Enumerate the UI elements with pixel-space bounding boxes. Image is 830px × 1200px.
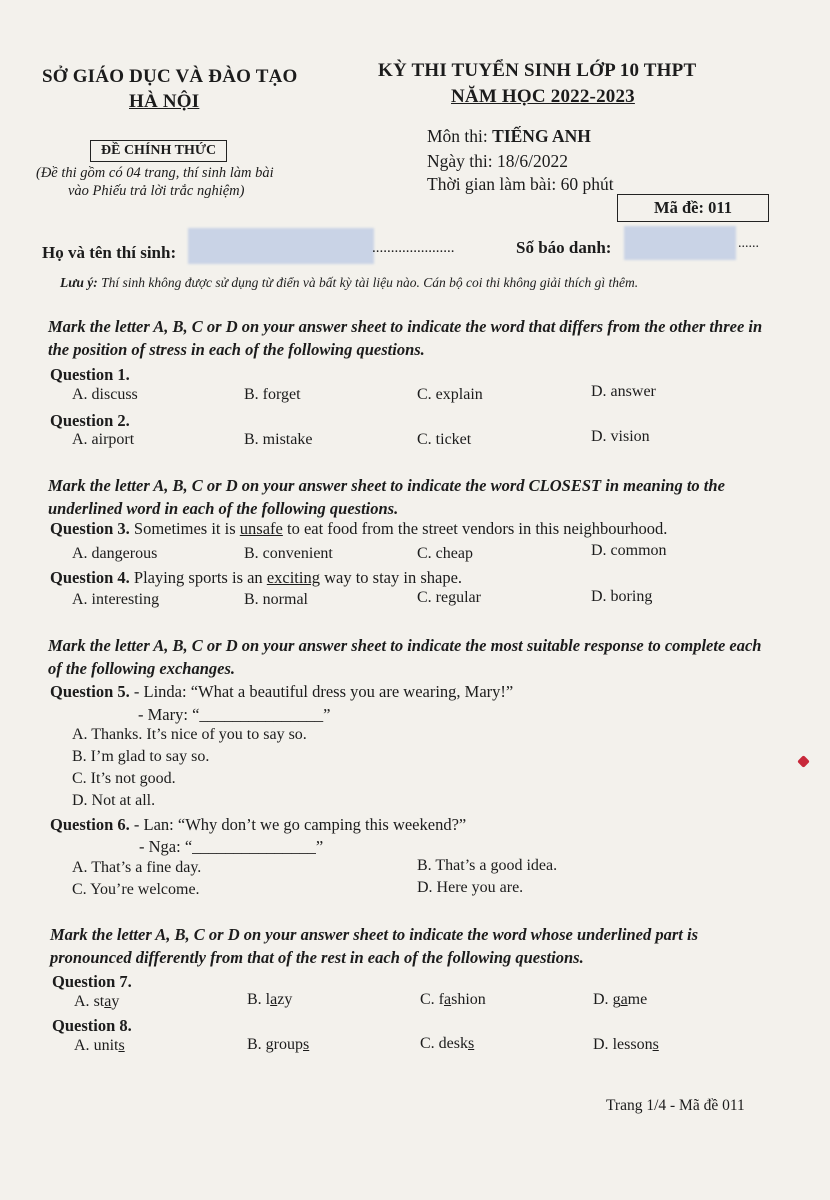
q3-post: to eat food from the street vendors in this neighbourhood. xyxy=(282,519,668,538)
question-2-title: Question 2. xyxy=(50,411,130,430)
q4-post: way to stay in shape. xyxy=(319,568,463,587)
pages-note-line1: (Đề thi gồm có 04 trang, thí sinh làm bài xyxy=(36,165,274,181)
q6-label: Question 6. xyxy=(50,815,130,834)
subject-line xyxy=(427,126,591,147)
question-6 xyxy=(50,815,466,835)
q6-text: - Lan: “Why don’t we go camping this weekend?” xyxy=(129,815,467,834)
q8a-underlined: s xyxy=(118,1037,125,1054)
q8d-underlined: s xyxy=(652,1036,659,1053)
q2-option-c: C. ticket xyxy=(417,431,472,448)
q7-option-b xyxy=(247,991,292,1009)
q7-option-d xyxy=(593,991,647,1009)
note-text: Thí sinh không được sử dụng từ điển và bất kỳ tài liệu nào. Cán bộ coi thi không giải thích gì thêm. xyxy=(97,275,639,290)
q7b-pre: l xyxy=(265,991,271,1008)
q8b-underlined: s xyxy=(303,1036,310,1053)
q7b-post: zy xyxy=(277,991,293,1008)
q4-option-a: A. interesting xyxy=(72,591,160,608)
q7b-underlined: a xyxy=(270,991,278,1008)
q4-pre: Playing sports is an xyxy=(129,568,267,587)
exam-title: KỲ THI TUYỂN SINH LỚP 10 THPT xyxy=(378,60,697,81)
q8c-underlined: s xyxy=(468,1035,475,1052)
question-1-title: Question 1. xyxy=(50,365,130,384)
exam-duration: Thời gian làm bài: 60 phút xyxy=(427,174,614,194)
q2-option-a: A. airport xyxy=(72,431,135,448)
q5-label: Question 5. xyxy=(50,682,130,701)
q8d-pre: lesson xyxy=(612,1036,653,1053)
q5-option-d: D. Not at all. xyxy=(72,792,156,809)
q7b-letter: B. xyxy=(247,991,266,1008)
q8c-pre: desk xyxy=(438,1035,468,1052)
q6-option-c: C. You’re welcome. xyxy=(72,881,200,898)
q3-pre: Sometimes it is xyxy=(129,519,240,538)
department-name: SỞ GIÁO DỤC VÀ ĐÀO TẠO xyxy=(42,66,298,87)
q1-option-d: D. answer xyxy=(591,383,656,400)
q8-option-c xyxy=(420,1035,474,1053)
candidate-id-dots: ...... xyxy=(738,236,759,251)
q7c-letter: C. xyxy=(420,991,439,1008)
q8d-letter: D. xyxy=(593,1036,613,1053)
q3-option-a: A. dangerous xyxy=(72,545,158,562)
section1-instruction: Mark the letter A, B, C or D on your answer sheet to indicate the word that differs from the other three in the position of stress in each of the following questions. xyxy=(48,317,763,359)
q8-option-a xyxy=(74,1037,125,1055)
q8b-pre: group xyxy=(265,1036,303,1053)
q7c-underlined: a xyxy=(444,991,452,1008)
school-year: NĂM HỌC 2022-2023 xyxy=(451,86,635,107)
q3-underlined-word: unsafe xyxy=(239,519,283,538)
redacted-name xyxy=(188,228,374,264)
exam-code-box: Mã đề: 011 xyxy=(617,194,769,222)
section2-instruction: Mark the letter A, B, C or D on your answer sheet to indicate the word CLOSEST in meaning to the underlined word in each of the following questions. xyxy=(48,476,725,518)
q4-option-b: B. normal xyxy=(244,591,308,608)
q4-option-c: C. regular xyxy=(417,589,481,606)
pages-note-line2: vào Phiếu trả lời trắc nghiệm) xyxy=(68,183,245,199)
exam-note xyxy=(60,275,638,291)
question-4 xyxy=(50,568,462,588)
q7d-post: me xyxy=(627,991,648,1008)
exam-date: Ngày thi: 18/6/2022 xyxy=(427,151,568,171)
question-5 xyxy=(50,682,513,702)
q6-reply: - Nga: “_______________” xyxy=(139,837,324,856)
q7c-post: shion xyxy=(451,991,486,1008)
q8a-pre: unit xyxy=(93,1037,119,1054)
q5-option-a: A. Thanks. It’s nice of you to say so. xyxy=(72,726,307,743)
q7a-letter: A. xyxy=(74,993,94,1010)
section3-instruction: Mark the letter A, B, C or D on your answer sheet to indicate the most suitable response to complete each of the following exchanges. xyxy=(48,636,762,678)
q1-option-a: A. discuss xyxy=(72,386,138,403)
q3-label: Question 3. xyxy=(50,519,130,538)
q5-reply: - Mary: “_______________” xyxy=(138,705,331,724)
q7d-underlined: a xyxy=(620,991,628,1008)
q7a-pre: st xyxy=(93,993,105,1010)
q6-option-a: A. That’s a fine day. xyxy=(72,859,202,876)
q7d-letter: D. xyxy=(593,991,613,1008)
q7a-underlined: a xyxy=(104,993,112,1010)
q7-option-a xyxy=(74,993,119,1011)
q7c-pre: f xyxy=(438,991,444,1008)
question-7-title: Question 7. xyxy=(52,972,132,991)
q4-option-d: D. boring xyxy=(591,588,653,605)
redacted-id xyxy=(624,226,736,260)
q1-option-c: C. explain xyxy=(417,386,483,403)
candidate-name-dots: ...................... xyxy=(372,240,455,256)
q2-option-d: D. vision xyxy=(591,428,650,445)
subject-value: TIẾNG ANH xyxy=(492,126,591,146)
q4-underlined-word: exciting xyxy=(266,568,320,587)
q2-option-b: B. mistake xyxy=(244,431,313,448)
q8-option-d xyxy=(593,1036,659,1054)
candidate-name-label: Họ và tên thí sinh: xyxy=(42,243,177,262)
q5-option-b: B. I’m glad to say so. xyxy=(72,748,210,765)
page-footer: Trang 1/4 - Mã đề 011 xyxy=(606,1097,745,1114)
q7-option-c xyxy=(420,991,486,1009)
q4-label: Question 4. xyxy=(50,568,130,587)
note-label: Lưu ý: xyxy=(60,275,98,290)
q7a-post: y xyxy=(111,993,120,1010)
q3-option-d: D. common xyxy=(591,542,667,559)
official-badge: ĐỀ CHÍNH THỨC xyxy=(90,140,227,162)
q6-option-d: D. Here you are. xyxy=(417,879,524,896)
q8-option-b xyxy=(247,1036,309,1054)
q3-option-b: B. convenient xyxy=(244,545,333,562)
q7d-pre: g xyxy=(612,991,621,1008)
question-3 xyxy=(50,519,667,539)
city-name: HÀ NỘI xyxy=(129,91,200,112)
section4-instruction: Mark the letter A, B, C or D on your answer sheet to indicate the word whose underlined part is pronounced differently from that of the rest in each of the following questions. xyxy=(50,925,699,967)
question-8-title: Question 8. xyxy=(52,1016,132,1035)
q6-option-b: B. That’s a good idea. xyxy=(417,857,558,874)
q1-option-b: B. forget xyxy=(244,386,301,403)
q5-option-c: C. It’s not good. xyxy=(72,770,176,787)
q8a-letter: A. xyxy=(74,1037,94,1054)
subject-label: Môn thi: xyxy=(427,126,493,146)
q8b-letter: B. xyxy=(247,1036,266,1053)
q5-text: - Linda: “What a beautiful dress you are wearing, Mary!” xyxy=(129,682,514,701)
red-mark xyxy=(797,755,810,768)
q3-option-c: C. cheap xyxy=(417,545,473,562)
candidate-id-label: Số báo danh: xyxy=(516,238,612,257)
q8c-letter: C. xyxy=(420,1035,439,1052)
